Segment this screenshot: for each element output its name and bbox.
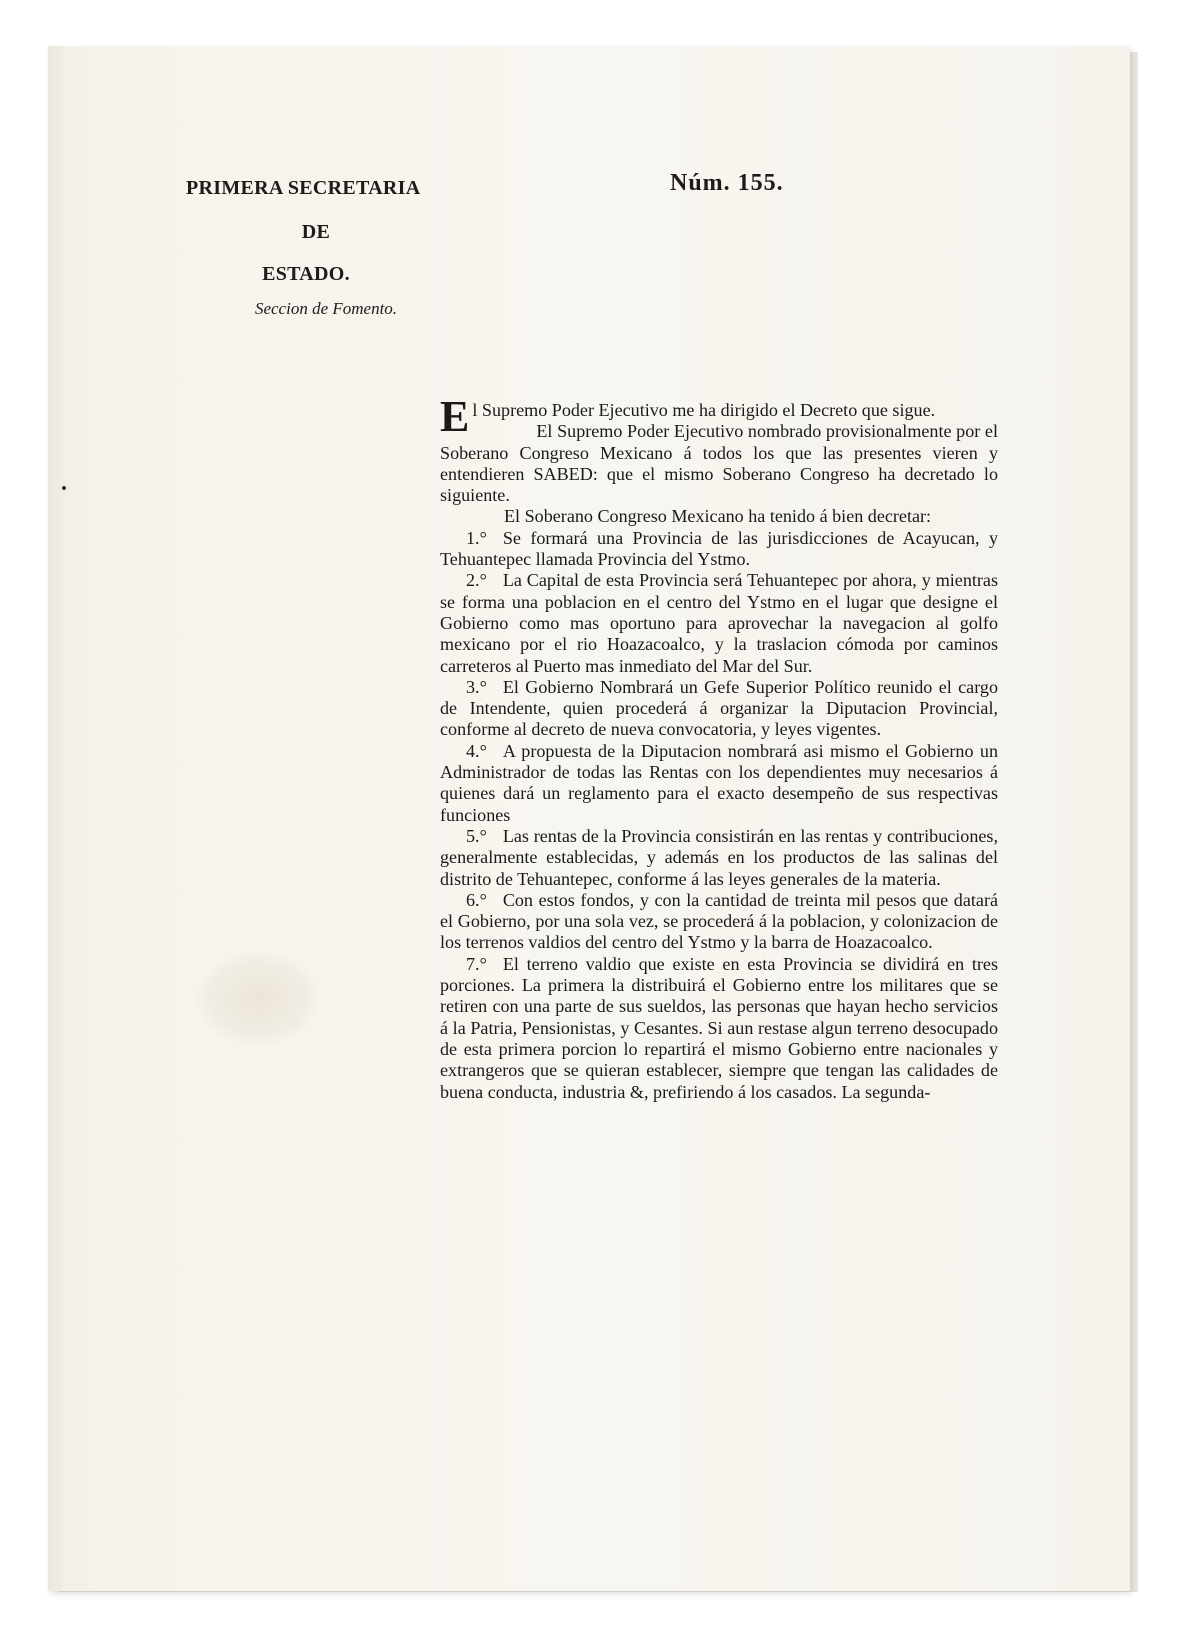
heading-line-1: PRIMERA SECRETARIA [186,177,421,199]
article-number: 5.° [466,825,487,846]
heading-line-2: DE [301,221,331,243]
article-6 [440,890,998,954]
article-number: 1.° [466,527,487,548]
page-edge [48,46,70,1591]
lead-paragraph [440,392,998,441]
article-text: El terreno valdio que existe en esta Provincia se dividirá en tres porciones. La primera la distribuirá el Gobierno entre los militares que se retiren con una parte de sus sueldos, las personas que hayan hecho servicios á la Patria, Pensionistas, y Cesantes. Si aun restase algun terreno desocupado de esta primera porcion lo repartirá el mismo Gobierno entre nacionales y extrangeros que se quieran establecer, siempre que tengan las calidades de buena conducta, industria &, prefiriendo á los casados. La segunda- [440,953,998,1102]
article-text: A propuesta de la Diputacion nombrará asi mismo el Gobierno un Administrador de todas las Rentas con los dependientes muy necesarios á quienes dará un reglamento para el exacto desempeño de sus respectivas funciones [440,740,998,825]
lead-text: l Supremo Poder Ejecutivo me ha dirigido el Decreto que sigue. [472,400,936,420]
article-text: Las rentas de la Provincia consistirán en las rentas y contribuciones, generalmente establecidas, y además en los productos de las salinas del distrito de Tehuantepec, conforme á las leyes generales de la materia. [440,825,998,889]
document-number: Núm. 155. [670,170,784,196]
decree-body [440,392,998,1103]
article-number: 6.° [466,889,487,910]
section-subheading: Seccion de Fomento. [254,299,398,318]
article-text: El Gobierno Nombrará un Gefe Superior Político reunido el cargo de Intendente, quien procederá á organizar la Diputacion Provincial, conforme al decreto de nueva convocatoria, y leyes vigentes. [440,676,998,740]
article-7 [440,954,998,1103]
article-1 [440,528,998,571]
article-number: 4.° [466,740,487,761]
paragraph-2: El Soberano Congreso Mexicano ha tenido á bien decretar: [504,506,932,527]
article-number: 7.° [466,953,487,974]
issuing-office-heading [186,175,426,319]
article-2 [440,570,998,676]
drop-cap: E [440,392,470,441]
article-text: Se formará una Provincia de las jurisdicciones de Acayucan, y Tehuantepec llamada Provincia del Ystmo. [440,527,998,570]
article-text: Con estos fondos, y con la cantidad de treinta mil pesos que datará el Gobierno, por una sola vez, se procederá á la poblacion, y colonizacion de los terrenos valdios del centro del Ystmo y la barra de Hoazacoalco. [440,889,998,953]
article-5 [440,826,998,890]
article-4 [440,741,998,826]
article-number: 3.° [466,676,487,697]
article-3 [440,677,998,741]
article-text: La Capital de esta Provincia será Tehuantepec por ahora, y mientras se forma una poblacion en el centro del Ystmo en el lugar que designe el Gobierno como mas oportuno para aprovechar la navegacion al golfo mexicano por el rio Hoazacoalco, y la traslacion cómoda por caminos carreteros al Puerto mas inmediato del Mar del Sur. [440,570,998,676]
paper-stain [196,951,321,1046]
ink-dot [62,486,66,490]
heading-line-3: ESTADO. [262,263,350,285]
paragraph-1: El Supremo Poder Ejecutivo nombrado provisionalmente por el Soberano Congreso Mexicano á todos los que las presentes vieren y entendieren SABED: que el mismo Soberano Congreso ha decretado lo siguiente. [440,421,998,506]
article-number: 2.° [466,570,487,591]
